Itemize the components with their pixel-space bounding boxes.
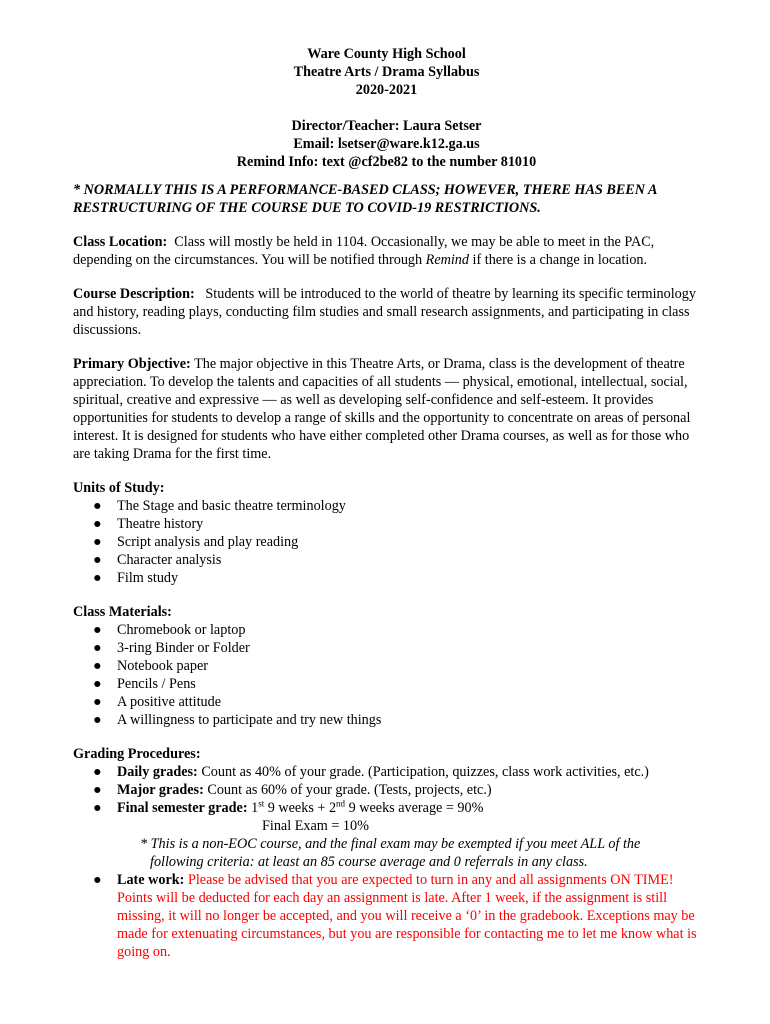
list-item: ● Pencils / Pens bbox=[93, 676, 196, 692]
list-item: ● 3-ring Binder or Folder bbox=[93, 640, 250, 656]
list-item: ● Chromebook or laptop bbox=[93, 622, 246, 638]
bullet-icon: ● bbox=[93, 658, 102, 674]
list-item: ● Theatre history bbox=[93, 516, 204, 532]
remind-app-name: Remind bbox=[425, 252, 469, 268]
grading-title: Grading Procedures: bbox=[73, 746, 201, 762]
late-work-list bbox=[73, 871, 700, 961]
grading-list bbox=[73, 763, 700, 817]
primary-objective-text: The major objective in this Theatre Arts, or Drama, class is the development of theatre appreciation. To develop the talents and capacities of all students — physical, emotional, intellectual, social, spiritual, creative and expressive — as well as developing self-confidence and self-esteem. It provides opportunities for students to develop a range of skills and the opportunity to concentrate on areas of personal interest. It is designed for students who have either completed other Drama courses, as well as for those who are taking Drama for the first time. bbox=[73, 356, 691, 462]
bullet-icon: ● bbox=[93, 800, 102, 816]
bullet-icon: ● bbox=[93, 516, 102, 532]
late-work-label: Late work: bbox=[117, 872, 185, 888]
class-location-text: Class will mostly be held in 1104. Occasionally, we may be able to meet in the PAC, depending on the circumstances. You will be notified through bbox=[73, 234, 655, 268]
bullet-icon: ● bbox=[93, 552, 102, 568]
class-location-label: Class Location: bbox=[73, 234, 168, 250]
bullet-icon: ● bbox=[93, 534, 102, 550]
list-item: ● Notebook paper bbox=[93, 658, 209, 674]
list-item: ● A positive attitude bbox=[93, 694, 222, 710]
bullet-icon: ● bbox=[93, 694, 102, 710]
list-item: ● A willingness to participate and try new things bbox=[93, 712, 382, 728]
class-location-text-end: if there is a change in location. bbox=[469, 252, 648, 268]
bullet-icon: ● bbox=[93, 872, 102, 888]
teacher-name: Director/Teacher: Laura Setser bbox=[291, 118, 482, 134]
daily-grades-item bbox=[93, 763, 700, 781]
teacher-email: Email: lsetser@ware.k12.ga.us bbox=[293, 136, 480, 152]
bullet-icon: ● bbox=[93, 570, 102, 586]
course-description-text: Students will be introduced to the world of theatre by learning its specific terminology and history, reading plays, conducting film studies and small research assignments, and participating in class discussions. bbox=[73, 286, 696, 338]
school-name: Ware County High School bbox=[307, 46, 466, 62]
list-item: ● Film study bbox=[93, 570, 179, 586]
exemption-note bbox=[73, 835, 700, 871]
covid-notice: * NORMALLY THIS IS A PERFORMANCE-BASED CLASS; HOWEVER, THERE HAS BEEN A RESTRUCTURING OF THE COURSE DUE TO COVID-19 RESTRICTIONS. bbox=[73, 182, 657, 216]
bullet-icon: ● bbox=[93, 622, 102, 638]
units-list bbox=[73, 497, 700, 587]
daily-grades-label: Daily grades: bbox=[117, 764, 198, 780]
bullet-icon: ● bbox=[93, 676, 102, 692]
major-grades-label: Major grades: bbox=[117, 782, 204, 798]
remind-info: Remind Info: text @cf2be82 to the number 81010 bbox=[236, 154, 537, 170]
list-item: ● The Stage and basic theatre terminology bbox=[93, 498, 346, 514]
exemption-note-line1: * This is a non-EOC course, and the final exam may be exempted if you meet ALL of the bbox=[140, 836, 641, 852]
course-title: Theatre Arts / Drama Syllabus bbox=[293, 64, 480, 80]
materials-title: Class Materials: bbox=[73, 604, 172, 620]
primary-objective-label: Primary Objective: bbox=[73, 356, 191, 372]
exemption-note-line2: following criteria: at least an 85 course average and 0 referrals in any class. bbox=[150, 854, 588, 870]
late-work-text: Please be advised that you are expected to turn in any and all assignments ON TIME! Points will be deducted for each day an assignment is late. After 1 week, if the assignment is still missing, it will no longer be accepted, and you will receive a ‘0’ in the gradebook. Exceptions may be made for extenuating circumstances, but you are responsible for contacting me to let me know what is going on. bbox=[117, 872, 697, 960]
document-header bbox=[73, 45, 700, 171]
class-location bbox=[73, 233, 700, 269]
semester-grade-text: 1st 9 weeks + 2nd 9 weeks average = 90% bbox=[251, 798, 484, 816]
course-description-label: Course Description: bbox=[73, 286, 195, 302]
course-description bbox=[73, 285, 700, 339]
late-work-item bbox=[93, 871, 700, 961]
school-year: 2020-2021 bbox=[355, 82, 418, 98]
major-grades-text: Count as 60% of your grade. (Tests, projects, etc.) bbox=[207, 782, 492, 798]
list-item: ● Character analysis bbox=[93, 552, 222, 568]
units-title: Units of Study: bbox=[73, 480, 165, 496]
bullet-icon: ● bbox=[93, 764, 102, 780]
major-grades-item bbox=[93, 781, 700, 799]
bullet-icon: ● bbox=[93, 498, 102, 514]
list-item: ● Script analysis and play reading bbox=[93, 534, 299, 550]
final-exam-weight: Final Exam = 10% bbox=[262, 818, 369, 834]
bullet-icon: ● bbox=[93, 712, 102, 728]
semester-grade-item bbox=[93, 799, 700, 817]
materials-list bbox=[73, 621, 700, 729]
bullet-icon: ● bbox=[93, 640, 102, 656]
daily-grades-text: Count as 40% of your grade. (Participation, quizzes, class work activities, etc.) bbox=[201, 764, 649, 780]
primary-objective bbox=[73, 355, 700, 463]
semester-grade-label: Final semester grade: bbox=[117, 800, 248, 816]
bullet-icon: ● bbox=[93, 782, 102, 798]
